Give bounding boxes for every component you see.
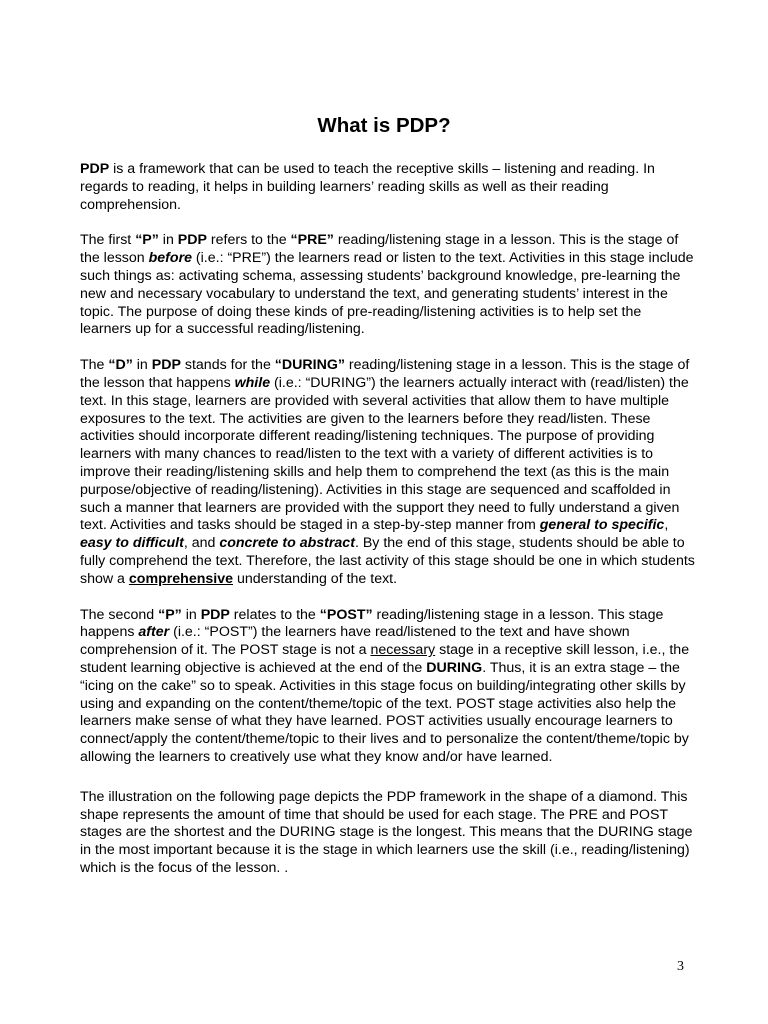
text-run: stage in a receptive skill lesson, i.e., the student learning objective is achieved at the end of the [80, 642, 690, 676]
document-body [80, 161, 696, 878]
text-run: The first [80, 232, 136, 249]
bold-term: “DURING” [274, 357, 345, 374]
text-run: (i.e.: “DURING”) the learners actually interact with (read/listen) the text. In this stage, learners are provided with several activities that allow them to have multiple exposures to the text. The activities are given to the learners before they read/listen. These activities should incorporate different reading/listening techniques. The purpose of providing learners with many chances to read/listen to the text with a variety of different activities is to improve their reading/listening skills and help them to comprehend the text (as this is the main purpose/objective of reading/listening). Activities in this stage are sequenced and scaffolded in such a manner that learners are provided with the support they need to fully understand a given text. Activities and tasks should be staged in a step-by-step manner from [80, 374, 689, 534]
bold-term: “D” [108, 357, 133, 374]
bold-term: PDP [177, 232, 207, 249]
page-title: What is PDP? [317, 114, 451, 137]
text-run: relates to the [229, 606, 320, 623]
paragraph-illustration-note [80, 789, 696, 878]
bold-italic-term: concrete to abstract [219, 535, 355, 552]
bold-term: “P” [135, 232, 159, 249]
bold-term: PDP [200, 606, 230, 623]
bold-term: PDP [80, 161, 110, 177]
text-run: in [181, 606, 201, 623]
bold-term: PDP [151, 357, 181, 374]
bold-term: “PRE” [290, 232, 334, 249]
text-run: reading/listening stage in a lesson. This stage happens [80, 606, 664, 641]
text-run: reading/listening stage in a lesson. This is the stage of the lesson that happens [80, 357, 690, 391]
text-run: is a framework that can be used to teach the receptive skills – listening and reading. In regards to reading, it helps in building learners’ reading skills as well as their reading comprehension. [80, 161, 655, 213]
text-run: reading/listening stage in a lesson. This is the stage of the lesson [80, 232, 679, 267]
text-run: . Thus, it is an extra stage – the “icing on the cake” so to speak. Activities in this stage focus on building/integrating other skills by using and expanding on the content/theme/topic of the text. POST stage activities also help the learners make sense of what they have learned. POST activities usually encourage learners to connect/apply the content/theme/topic to their lives and to personalize the content/theme/topic by allowing the learners to creatively use what they know and/or have learned. [80, 659, 689, 765]
bold-underlined-term: comprehensive [128, 570, 233, 587]
text-run: (i.e.: “PRE”) the learners read or listen to the text. Activities in this stage include such things as: activating schema, assessing students’ background knowledge, pre-learning the new and necessary vocabulary to understand the text, and generating students’ interest in the topic. The purpose of doing these kinds of pre-reading/listening activities is to help set the learners up for a successful reading/listening. [80, 250, 694, 338]
text-run: refers to the [206, 232, 291, 249]
text-run: in [158, 232, 178, 249]
bold-italic-term: after [138, 624, 170, 641]
bold-term: DURING [426, 659, 483, 676]
bold-italic-term: easy to difficult [80, 535, 184, 552]
text-run: understanding of the text. [233, 570, 398, 587]
text-run: in [132, 357, 152, 374]
paragraph-pre-stage [80, 232, 696, 339]
text-run: , [664, 517, 669, 534]
bold-italic-term: general to specific [539, 517, 665, 534]
page-number: 3 [677, 959, 684, 974]
text-run: stands for the [180, 357, 275, 374]
text-run: The [80, 357, 109, 374]
paragraph-intro [80, 161, 696, 214]
bold-term: “POST” [319, 606, 373, 623]
bold-italic-term: before [148, 250, 192, 267]
text-run: The second [80, 606, 159, 623]
bold-italic-term: while [234, 374, 271, 391]
text-run: (i.e.: “POST”) the learners have read/listened to the text and have shown comprehension of it. The POST stage is not a [80, 624, 630, 659]
underlined-term: necessary [370, 642, 436, 659]
text-run: . By the end of this stage, students should be able to fully comprehend the text. Therefore, the last activity of this stage should be one in which students show a [80, 535, 695, 587]
bold-term: “P” [158, 606, 182, 623]
paragraph-post-stage [80, 607, 696, 767]
text-run: The illustration on the following page depicts the PDP framework in the shape of a diamond. This shape represents the amount of time that should be used for each stage. The PRE and POST stages are the shortest and the DURING stage is the longest. This means that the DURING stage in the most important because it is the stage in which learners use the skill (i.e., reading/listening) which is the focus of the lesson. . [80, 788, 693, 876]
text-run: , and [183, 535, 220, 552]
paragraph-during-stage [80, 357, 696, 588]
